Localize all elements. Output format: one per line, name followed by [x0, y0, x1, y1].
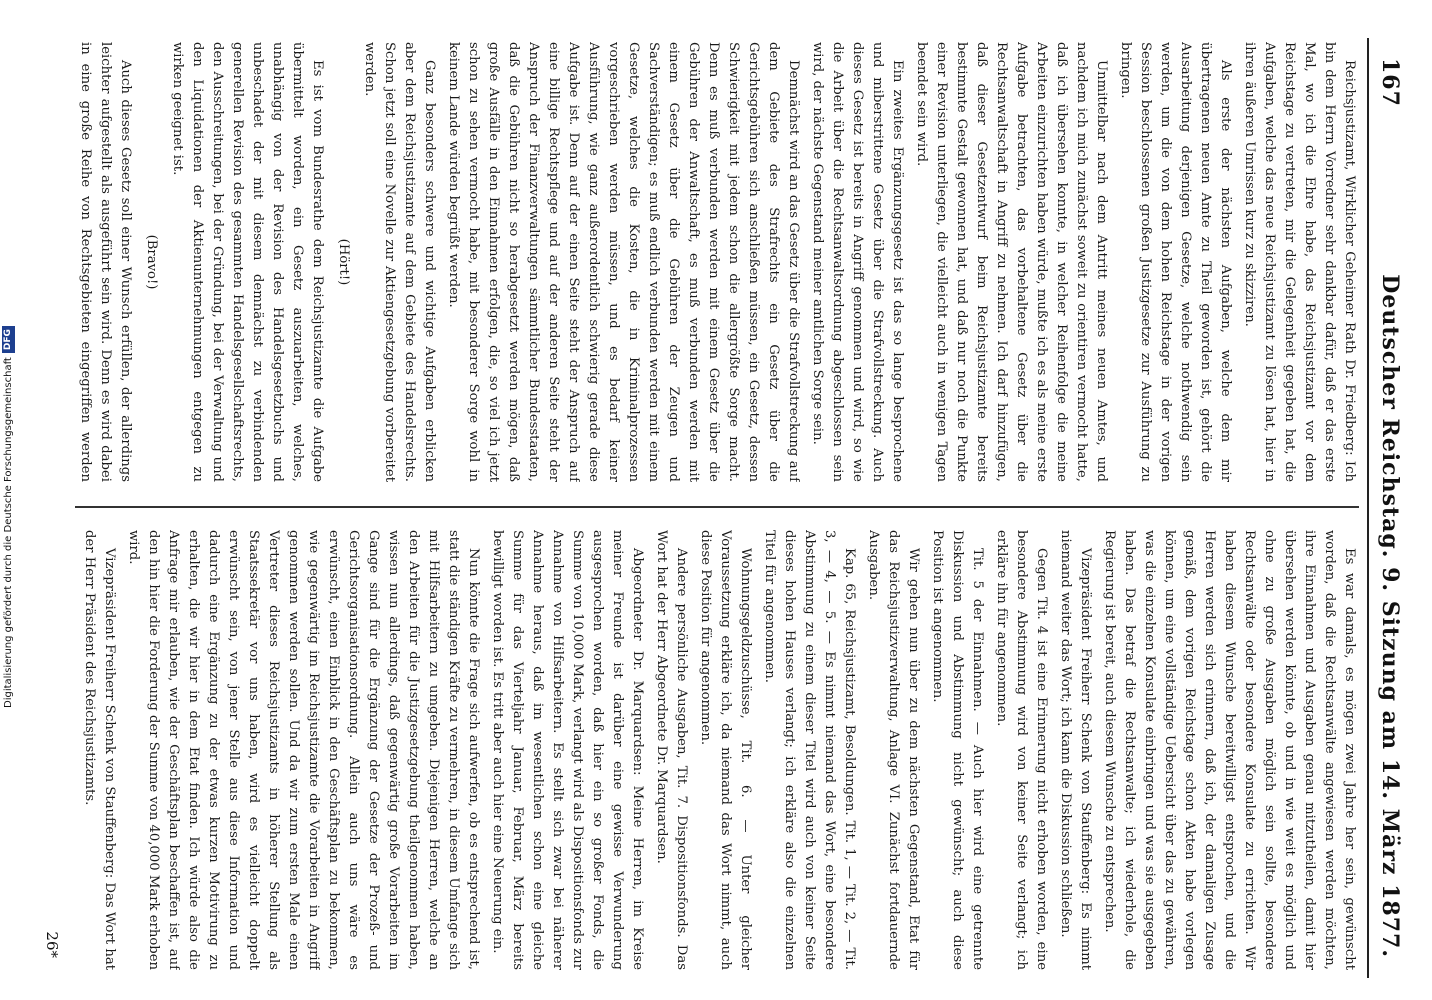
header-rule [1367, 38, 1369, 978]
page-header [1373, 58, 1407, 958]
paragraph: Abgeordneter Dr. Marquardsen: Meine Herren, im Kreise meiner Freunde ist darüber eine gewisse Verwunderung ausgesprochen worden, daß hier ein so großer Fonds, die Summe von 10,000 Mark, verlangt wird als Dispositionsfonds zur Annahme von Hilfsarbeitern. Es stellt sich zwar bei näherer Annahme heraus, daß im wesentlichen schon eine gleiche Summe für das Vierteljahr Januar, Februar, März bereits bewilligt worden ist. Es tritt aber auch hier eine Neuerung ein. [490, 530, 645, 970]
paragraph: Kap. 65, Reichsjustizamt, Besoldungen. Tit. 1, — Tit. 2, — Tit. 3, — 4, — 5. — Es nimmt niemand das Wort, eine besondere Abstimmung zu einem dieser Titel wird auch von keiner Seite dieses hohen Hauses verlangt; ich erkläre also die einzelnen Titel für angenommen. [762, 530, 857, 970]
paragraph: Tit. 5 der Einnahmen. — Auch hier wird eine getrennte Diskussion und Abstimmung nicht gewünscht; auch diese Position ist angenommen. [930, 530, 985, 970]
digitization-credit-strip [0, 0, 18, 1000]
paragraph: Auch dieses Gesetz soll einer Wunsch erfüllen, der allerdings leichter aufgestellt als ausgeführt sein wird. Denn es wird dabei in eine große Reihe von Rechtsgebieten eingegriffen werden [78, 42, 133, 482]
digitization-credit-text: Digitalisierung gefördert durch die Deutsche Forschungsgemeinschaft [2, 357, 14, 708]
right-column [75, 42, 1359, 482]
paragraph: (Bravo!) [144, 234, 159, 290]
scanned-page [35, 18, 1415, 998]
paragraph: Ganz besonders schwere und wichtige Aufgaben erblicken aber dem Reichsjustizamte auf dem Gebiete des Handelsrechts. Schon jetzt soll eine Novelle zur Aktiengesetzgebung vorbereitet werden. [362, 42, 437, 482]
dfg-logo: DFG [2, 326, 15, 353]
paragraph: Wir gehen nun über zu dem nächsten Gegenstand, Etat für das Reichsjustizverwaltung, Anlage VI. Zunächst fortdauernde Ausgaben. [866, 530, 921, 970]
signature-mark: 26* [43, 931, 61, 958]
paragraph: Nun könnte die Frage sich aufwerfen, ob es entsprechend ist, statt die ständigen Kräfte zu vermehren, in diesem Umfange sich mit Hilfsarbeitern zu umgeben. Diejenigen Herren, welche an den Arbeiten für die Justizgesetzgebung theilgenommen haben, wissen nun allerdings, daß gegenwärtig große Vorarbeiten im Gange sind für die Ergänzung der Gesetze der Prozeß- und Gerichtsorganisationsordnung. Allein auch uns wäre es erwünscht, einen Einblick in den Geschäftsplan zu bekommen, wie gegenwärtig im Reichsjustizamte die Vorarbeiten in Angriff genommen werden sollen. Und da wir zum ersten Male einen Vertreter dieses Reichsjustizamts in höherer Stellung als Staatssekretär vor uns haben, wird es vielleicht doppelt erwünscht sein, von jener Stelle aus diese Information und dadurch eine Ergänzung zu der etwas kurzen Motivirung zu erhalten, die wir hier in dem Etat finden. Ich würde also die Anfrage mir erlauben, wie der Geschäftsplan beschaffen ist, auf den hin hier die Forderung der Summe von 40,000 Mark erhoben wird. [126, 530, 481, 970]
digitization-credit [0, 248, 16, 708]
page-title: Deutscher Reichstag. 9. Sitzung am 14. März 1877. [1377, 274, 1403, 958]
paragraph: Reichsjustizamt, Wirklicher Geheimer Rath Dr. Friedberg: Ich bin dem Herrn Vorredner sehr dankbar dafür, daß er das erste Mal, wo ich die Ehre habe, das Reichsjustizamt vor dem Reichstage zu vertreten, mir die Gelegenheit gegeben hat, die Aufgaben, welche das neue Reichsjustizamt zu lösen hat, hier in ihren äußeren Umrissen kurz zu skizziren. [1242, 42, 1357, 482]
paragraph: Wohnungsgeldzuschüsse, Tit. 6. — Unter gleicher Voraussetzung erkläre ich, da niemand das Wort nimmt, auch diese Position für angenommen. [698, 530, 753, 970]
paragraph: Es war damals, es mögen zwei Jahre her sein, gewünscht worden, daß die Rechtsanwälte angewiesen werden möchten, ihre Einnahmen und Ausgaben genau mitzutheilen, damit hier übersehen werden könnte, ob und in wie weit es möglich und ohne zu große Ausgaben möglich sein sollte, besondere Rechtsanwälte oder besondere Konsulate zu errichten. Wir haben diesem Wunsche bereitwilligst entsprochen, und die Herren werden sich erinnern, daß ich, der damaligen Zusage gemäß, dem vorigen Reichstage schon Akten habe vorlegen können, um eine vollständige Uebersicht über das zu gewähren, was die einzelnen Konsulate einbringen und was sie ausgegeben haben. Das betraf die Rechtsanwalte; ich wiederhole, die Regierung ist bereit, auch diesem Wunsche zu entsprechen. [1102, 530, 1357, 970]
paragraph: Als erste der nächsten Aufgaben, welche dem mir übertragenen neuen Amte zu Theil geworden ist, gehört die Ausarbeitung derjenigen Gesetze, welche nothwendig sein werden, um die von dem hohen Reichstage in der vorigen Session beschlossenen großen Justizgesetze zur Ausführung zu bringen. [1118, 42, 1233, 482]
paragraph: Demnächst wird an das Gesetz über die Strafvollstreckung auf dem Gebiete des Strafrechts ein Gesetz über die Gerichtsgebühren sich anschließen müssen, ein Gesetz, dessen Schwierigkeit mit jedem schon die allergrößte Sorge macht. Denn es muß verbunden werden mit einem Gesetz über die Gebühren der Anwaltschaft, es muß verbunden werden mit einem Gesetz über die Gebühren der Zeugen und Sachverständigen; es muß endlich verbunden werden mit einem Gesetze, welches die Kosten, die in Kriminalprozessen vorgeschrieben werden müssen, und es bedarf keiner Ausführung, wie ganz außerordentlich schwierig gerade diese Aufgabe ist. Denn auf der einen Seite steht der Anspruch auf eine billige Rechtspflege und auf der anderen Seite steht der Anspruch der Finanzverwaltungen sämmtlicher Bundesstaaten, daß die Gebühren nicht so herabgesetzt werden mögen, daß große Ausfälle in den Einnahmen erfolgen, die, so viel ich jetzt schon zu sehen vermocht habe, mit besonderer Sorge wohl in keinem Lande würden begrüßt werden. [446, 42, 801, 482]
left-column [75, 530, 1359, 970]
paragraph: Vizepräsident Freiherr Schenk von Stauffenberg: Es nimmt niemand weiter das Wort; ich kann die Diskussion schließen. [1058, 530, 1093, 970]
paragraph: Ein zweites Ergänzungsgesetz ist das so lange besprochene und miberstrittene Gesetz über die Strafvollstreckung. Auch dieses Gesetz ist bereits in Angriff genommen und wird, so wie die Arbeit über die Rechtsanwaltsordnung abgeschlossen sein wird, der nächste Gegenstand meiner amtlichen Sorge sein. [810, 42, 905, 482]
column-divider [75, 506, 1359, 508]
paragraph: Unmittelbar nach dem Antritt meines neuen Amtes, und nachdem ich mich zunächst soweit zu orientiren vermocht hatte, daß ich übersehen konnte, in welcher Reihenfolge die meine Arbeiten einzurichten haben würde, mußte ich es als meine erste Aufgabe betrachten, das vorbehaltene Gesetz über die Rechtsanwaltschaft in Angriff zu nehmen. Ich darf hinzufügen, daß dieser Gesetzentwurf beim Reichsjustizamte bereits bestimmte Gestalt gewonnen hat, und daß nur noch die Punkte einer Revision unterliegen, die vielleicht auch in wenigen Tagen beendet sein wird. [914, 42, 1109, 482]
paragraph: Gegen Tit. 4 ist eine Erinnerung nicht erhoben worden, eine besondere Abstimmung wird von keiner Seite verlangt; ich erkläre ihn für angenommen. [994, 530, 1049, 970]
paragraph: Vizepräsident Freiherr Schenk von Stauffenberg: Das Wort hat der Herr Präsident des Reichsjustizamts. [82, 530, 117, 970]
paragraph: Es ist vom Bundesrathe dem Reichsjustizamte die Aufgabe übermittelt worden, ein Gesetz auszuarbeiten, welches, unabhängig von der Revision des Handelsgesetzbuchs und unbeschadet der mit diesem demnächst zu verbindenden generellen Revision des gesammten Handelsgesellschaftsrechts, den Ausschreitungen, bei der Gründung, bei der Verwaltung und den Liquidationen der Aktienunternehmungen entgegen zu wirken geeignet ist. [170, 42, 325, 482]
paragraph: (Hört!) [336, 238, 351, 286]
page-number: 167 [1377, 58, 1403, 107]
paragraph: Andere persönliche Ausgaben, Tit. 7. Dispositionsfonds. Das Wort hat der Herr Abgeordnete Dr. Marquardsen. [654, 530, 689, 970]
